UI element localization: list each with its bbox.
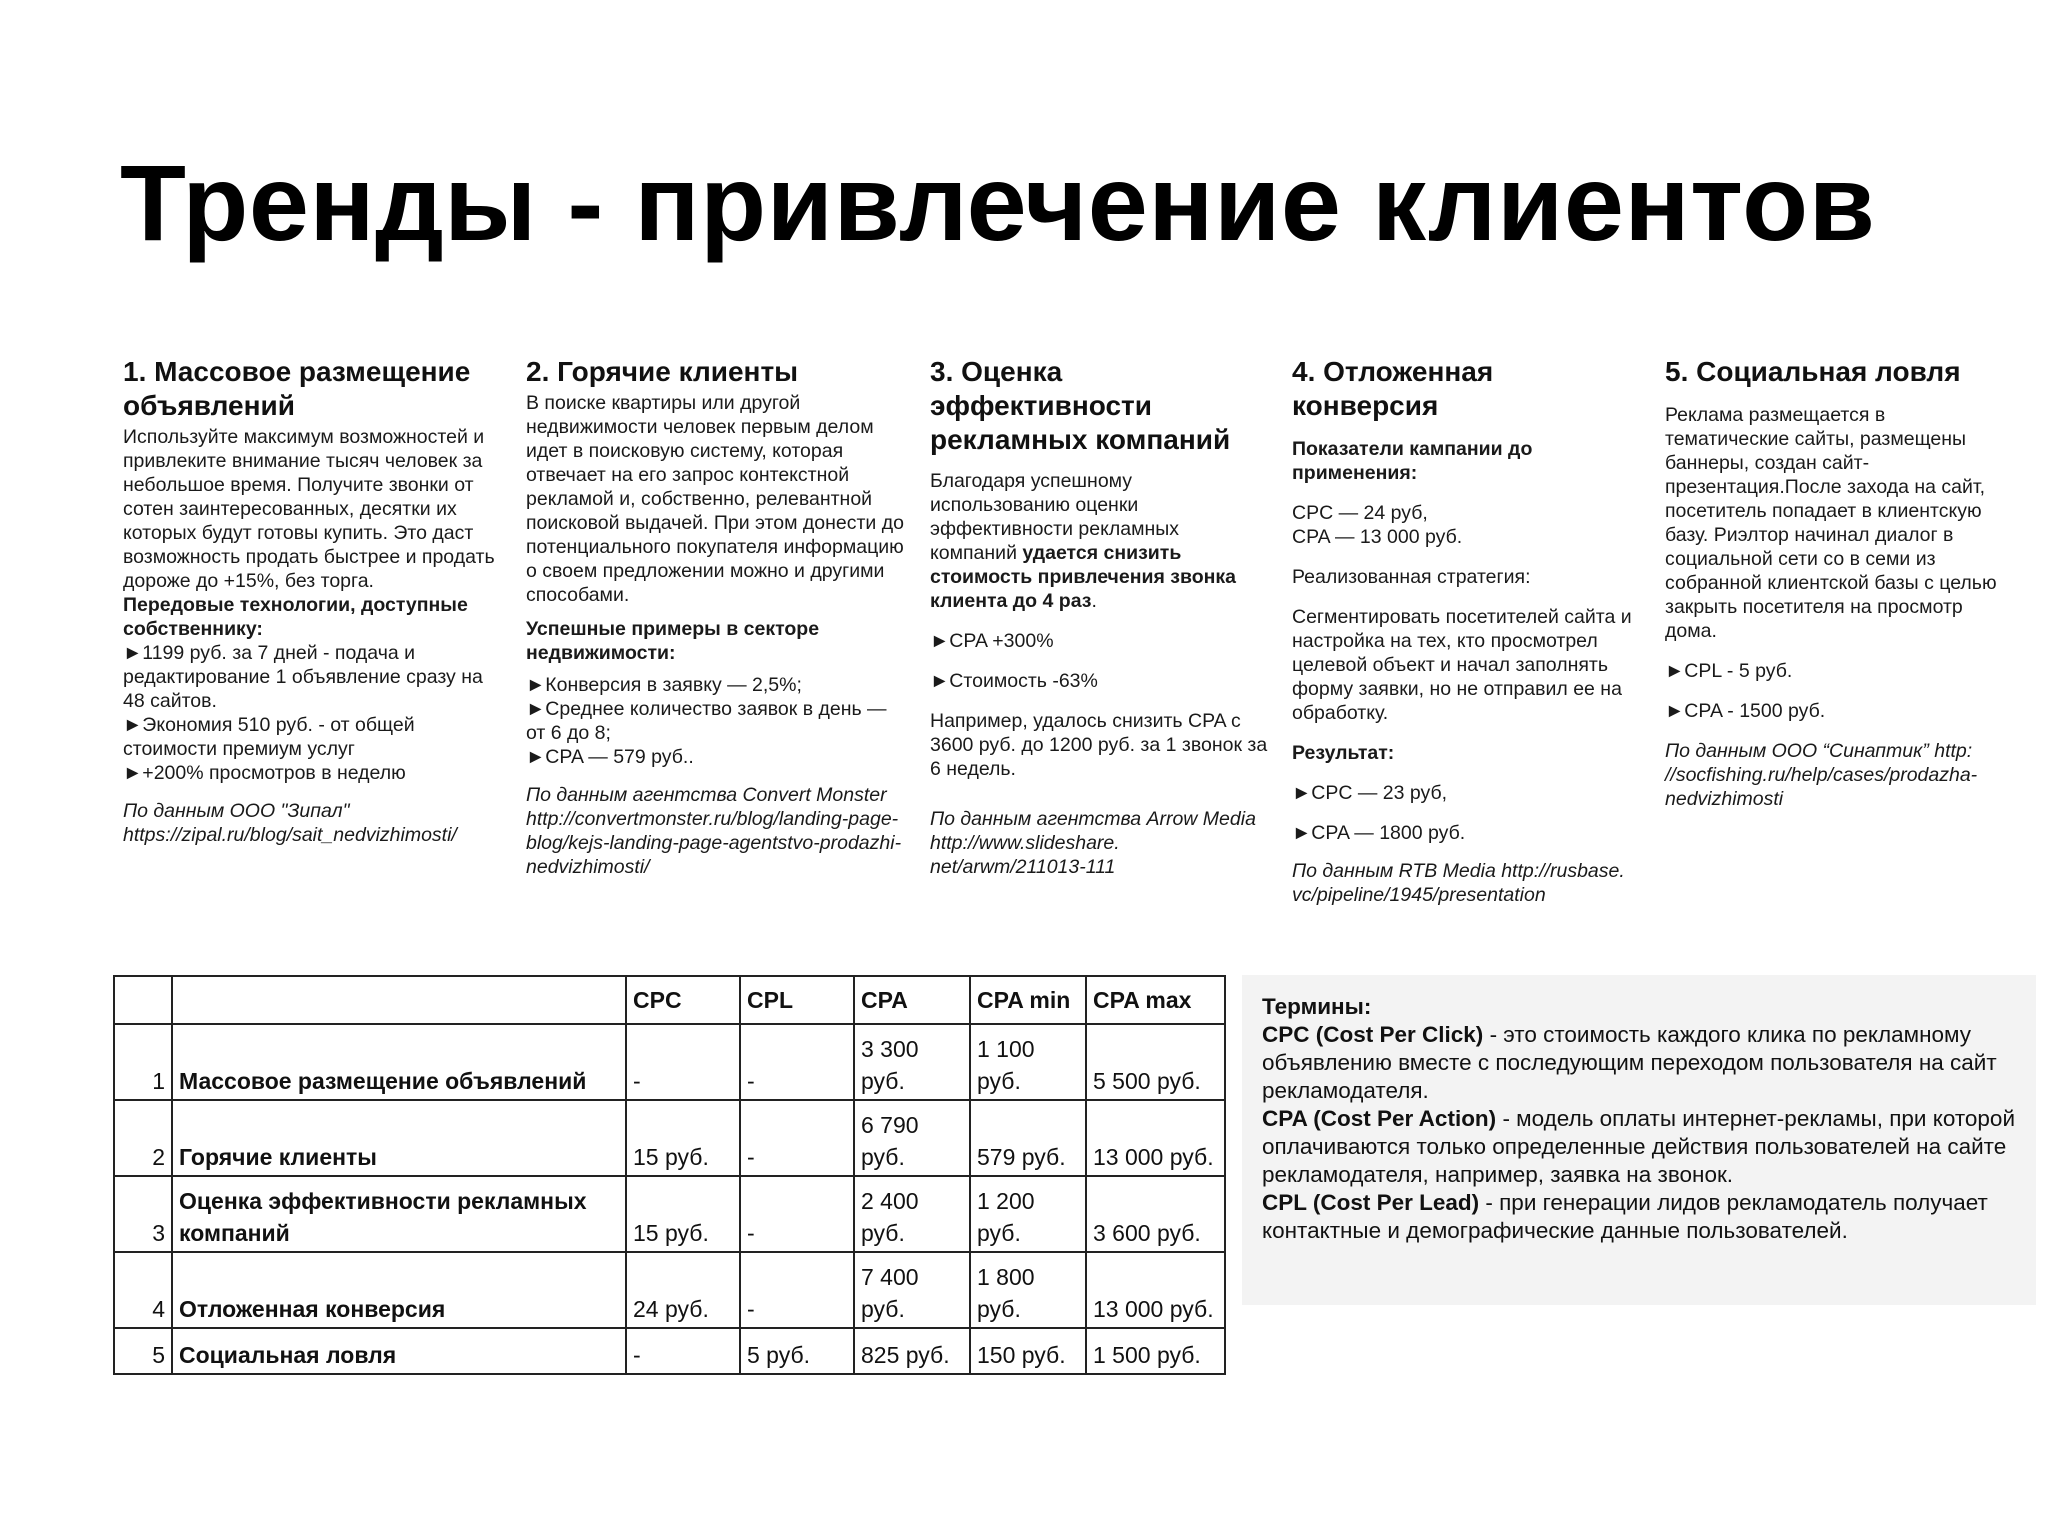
row-number: 3 [114, 1176, 172, 1252]
column-intro: Реклама размещается в тематические сайты, размещены баннеры, создан сайт-презентация.После захода на сайт, посетитель попадает в клиентскую базу. Риэлтор начинал диалог в социальной сети со в семи из собранной клиентской базы с целью закрыть посетителя на просмотр дома. [1665, 404, 1997, 642]
header-cell-cpc: CPC [626, 976, 740, 1024]
row-name: Отложенная конверсия [172, 1252, 626, 1328]
cell-cpa: 3 300 руб. [854, 1024, 970, 1100]
cell-cpl: - [740, 1252, 854, 1328]
cell-cpa-max: 3 600 руб. [1086, 1176, 1225, 1252]
row-number: 2 [114, 1100, 172, 1176]
result-item: ►CPA — 1800 руб. [1292, 822, 1466, 844]
column-intro [930, 469, 1270, 613]
column-subheading: Показатели кампании до применения: [1292, 438, 1533, 484]
header-cell-cpa-max: CPA max [1086, 976, 1225, 1024]
cell-cpc: - [626, 1024, 740, 1100]
bullet-item: ►Стоимость -63% [930, 670, 1098, 692]
cell-cpa: 7 400 руб. [854, 1252, 970, 1328]
row-name: Массовое размещение объявлений [172, 1024, 626, 1100]
trend-column-1 [123, 355, 508, 847]
source-note[interactable]: По данным агентства Convert Monster http://convertmonster.ru/blog/landing-page-blog/kejs-landing-page-agentstvo-prodazhi-nedvizhimosti/ [526, 784, 902, 878]
header-cell-cpa: CPA [854, 976, 970, 1024]
trend-column-2 [526, 355, 911, 879]
header-cell-num [114, 976, 172, 1024]
cell-cpa-max: 5 500 руб. [1086, 1024, 1225, 1100]
column-heading: 3. Оценка эффективности рекламных компаний [930, 356, 1231, 455]
source-note[interactable]: По данным агентства Arrow Media http://www.slideshare. net/arwm/211013-111 [930, 808, 1256, 878]
bullet-item: ►CPA +300% [930, 630, 1054, 652]
table-row [114, 1024, 1225, 1100]
bullet-item: ►Конверсия в заявку — 2,5%; [526, 674, 802, 696]
cell-cpc: - [626, 1328, 740, 1374]
cell-cpa: 2 400 руб. [854, 1176, 970, 1252]
column-heading: 2. Горячие клиенты [526, 356, 799, 387]
trend-column-4 [1292, 355, 1637, 907]
bullet-item: ►CPA - 1500 руб. [1665, 700, 1826, 722]
trend-column-3 [930, 355, 1270, 879]
terms-box [1242, 975, 2036, 1305]
source-note[interactable]: По данным RTB Media http://rusbase. vc/pipeline/1945/presentation [1292, 860, 1625, 906]
cell-cpa-min: 1 100 руб. [970, 1024, 1086, 1100]
metric-item: CPC — 24 руб, [1292, 502, 1428, 524]
row-name: Социальная ловля [172, 1328, 626, 1374]
term-item [1262, 1189, 2016, 1245]
source-note [123, 799, 508, 847]
cell-cpl: - [740, 1176, 854, 1252]
row-number: 1 [114, 1024, 172, 1100]
strategy-text: Сегментировать посетителей сайта и настройка на тех, кто просмотрел целевой объект и начал заполнять форму заявки, но не отправил ее на обработку. [1292, 606, 1632, 724]
bullet-item: ►+200% просмотров в неделю [123, 762, 406, 784]
term-definition: - модель оплаты интернет-рекламы, при которой оплачиваются только определенные действия пользователей на сайте рекламодателя, например, заявка на звонок. [1262, 1106, 2016, 1187]
row-number: 5 [114, 1328, 172, 1374]
cell-cpa-min: 1 800 руб. [970, 1252, 1086, 1328]
cell-cpc: 15 руб. [626, 1176, 740, 1252]
intro-highlight: удается снизить стоимость привлечения звонка клиента до 4 раз [930, 542, 1237, 612]
source-name: По данным ООО "Зипал" [123, 800, 350, 822]
bullet-item: ►CPA — 579 руб.. [526, 746, 694, 768]
table-row [114, 1252, 1225, 1328]
column-subheading: Успешные примеры в секторе недвижимости: [526, 618, 820, 664]
column-heading: 5. Социальная ловля [1665, 356, 1961, 387]
table-header-row [114, 976, 1225, 1024]
cell-cpl: - [740, 1100, 854, 1176]
column-heading: 4. Отложенная конверсия [1292, 356, 1494, 421]
header-cell-name [172, 976, 626, 1024]
table-row [114, 1100, 1225, 1176]
header-cell-cpl: CPL [740, 976, 854, 1024]
cell-cpa-min: 1 200 руб. [970, 1176, 1086, 1252]
column-intro: Используйте максимум возможностей и привлеките внимание тысяч человек за небольшое время. Получите звонки от сотен заинтересованных, десятки их которых будут готовы купить. Это даст возможность продать быстрее и продать дороже до +15%, без торга. [123, 426, 495, 592]
intro-end: . [1091, 590, 1097, 612]
intro-text: Благодаря успешному использованию оценки эффективности рекламных компаний [930, 470, 1180, 564]
terms-heading: Термины: [1262, 994, 1372, 1019]
strategy-label: Реализованная стратегия: [1292, 566, 1531, 588]
term-item [1262, 1021, 2016, 1105]
cell-cpa: 6 790 руб. [854, 1100, 970, 1176]
bullet-item: ►1199 руб. за 7 дней - подача и редактирование 1 объявление сразу на 48 сайтов. [123, 642, 483, 712]
source-note[interactable]: По данным ООО “Синаптик” http: //socfishing.ru/help/cases/prodazha-nedvizhimosti [1665, 740, 1978, 810]
cell-cpa-min: 150 руб. [970, 1328, 1086, 1374]
bullet-item: ►Экономия 510 руб. - от общей стоимости премиум услуг [123, 714, 415, 760]
cell-cpl: - [740, 1024, 854, 1100]
cell-cpa: 825 руб. [854, 1328, 970, 1374]
column-subheading: Передовые технологии, доступные собственнику: [123, 594, 468, 640]
cell-cpa-max: 1 500 руб. [1086, 1328, 1225, 1374]
cell-cpc: 15 руб. [626, 1100, 740, 1176]
cell-cpl: 5 руб. [740, 1328, 854, 1374]
cell-cpa-max: 13 000 руб. [1086, 1252, 1225, 1328]
column-heading: 1. Массовое размещение объявлений [123, 356, 471, 421]
row-number: 4 [114, 1252, 172, 1328]
cell-cpa-max: 13 000 руб. [1086, 1100, 1225, 1176]
term-item [1262, 1105, 2016, 1189]
row-name: Горячие клиенты [172, 1100, 626, 1176]
cell-cpa-min: 579 руб. [970, 1100, 1086, 1176]
term-name: CPL (Cost Per Lead) [1262, 1190, 1480, 1215]
page-title: Тренды - привлечение клиентов [120, 142, 1876, 263]
comparison-table [113, 975, 1226, 1375]
term-name: CPC (Cost Per Click) [1262, 1022, 1484, 1047]
bullet-item: ►CPL - 5 руб. [1665, 660, 1793, 682]
trend-column-5 [1665, 355, 2010, 811]
bullet-item: ►Среднее количество заявок в день — от 6 до 8; [526, 698, 887, 744]
source-link[interactable]: https://zipal.ru/blog/sait_nedvizhimosti/ [123, 824, 457, 846]
result-item: ►CPC — 23 руб, [1292, 782, 1448, 804]
result-label: Результат: [1292, 742, 1395, 764]
column-intro: В поиске квартиры или другой недвижимости человек первым делом идет в поисковую систему, которая отвечает на его запрос контекстной рекламой и, собственно, релевантной поисковой выдачей. При этом донести до потенциального покупателя информацию о своем предложении можно и другими способами. [526, 392, 904, 606]
term-definition: - при генерации лидов рекламодатель получает контактные и демографические данные пользователей. [1262, 1190, 1988, 1243]
table-row [114, 1176, 1225, 1252]
example-text: Например, удалось снизить CPA с 3600 руб. до 1200 руб. за 1 звонок за 6 недель. [930, 710, 1268, 780]
header-cell-cpa-min: CPA min [970, 976, 1086, 1024]
term-definition: - это стоимость каждого клика по рекламному объявлению вместе с последующим переходом пользователя на сайт рекламодателя. [1262, 1022, 1997, 1103]
table-row [114, 1328, 1225, 1374]
cell-cpc: 24 руб. [626, 1252, 740, 1328]
metric-item: CPA — 13 000 руб. [1292, 526, 1463, 548]
term-name: CPA (Cost Per Action) [1262, 1106, 1497, 1131]
row-name: Оценка эффективности рекламных компаний [172, 1176, 626, 1252]
